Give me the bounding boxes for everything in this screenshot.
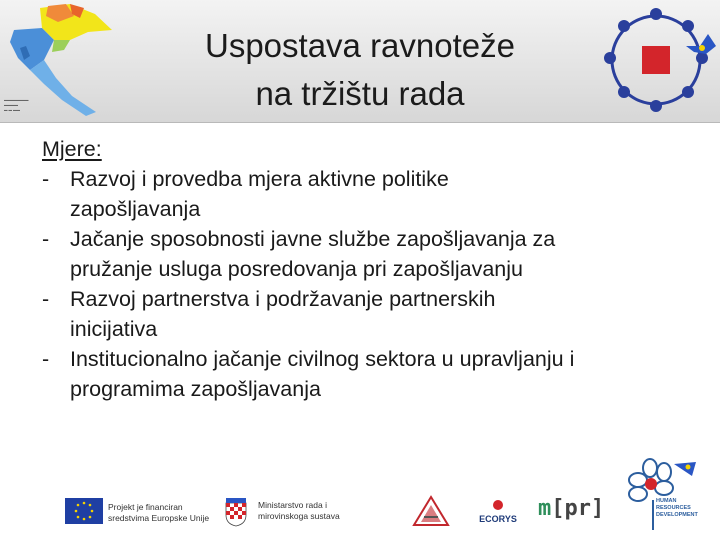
list-dash: - [42,167,50,191]
list-item-line-2: programima zapošljavanja [70,377,321,401]
hzz-logo-icon [410,495,452,529]
ipa-text [656,498,720,519]
mpr-m: m [538,496,552,521]
people-circle-icon [590,2,720,120]
list-item [42,164,692,224]
ecorys-logo-icon [468,498,528,526]
ecorys-wordmark: ECORYS [479,514,517,524]
eu-line-1: Projekt je financiran [108,502,183,512]
list-dash: - [42,287,50,311]
mpr-pr: [pr] [551,496,605,521]
eu-line-2: sredstvima Europske Unije [108,513,210,523]
list-item [42,284,692,344]
slide-body [42,134,692,404]
list-dash: - [42,227,50,251]
eu-flag-icon [65,498,103,524]
ipa-line-3: DEVELOPMENT [656,512,698,518]
list-item-line-2: inicijativa [70,317,158,341]
list-item-line-1: Institucionalno jačanje civilnog sektora u upravljanju i [70,347,575,371]
map-caption: ▬▬▬▬▬▬▬ ▬▬▬▬ ▬ ▬ ▬▬ [4,98,29,112]
list-dash: - [42,347,50,371]
list-item [42,344,692,404]
title-line-2: na tržištu rada [255,75,465,112]
ipa-line-1: HUMAN [656,498,677,504]
eu-funding-text [108,502,228,524]
list-item [42,224,692,284]
list-item-line-2: pružanje usluga posredovanja pri zapošljavanju [70,257,523,281]
croatia-coat-of-arms-icon [224,497,248,527]
mpr-logo [538,496,604,521]
measures-heading: Mjere: [42,137,102,161]
list-item-line-1: Jačanje sposobnosti javne službe zapošljavanja za [70,227,556,251]
ministry-text [258,500,378,522]
list-item-line-2: zapošljavanja [70,197,201,221]
list-item-line-1: Razvoj i provedba mjera aktivne politike [70,167,449,191]
ipa-line-2: RESOURCES [656,505,691,511]
list-item-line-1: Razvoj partnerstva i podržavanje partnerskih [70,287,496,311]
slide-title [150,22,570,118]
ministry-line-2: mirovinskoga sustava [258,511,340,521]
title-line-1: Uspostava ravnoteže [204,27,515,64]
slide-header [0,0,720,123]
ministry-line-1: Ministarstvo rada i [258,500,327,510]
